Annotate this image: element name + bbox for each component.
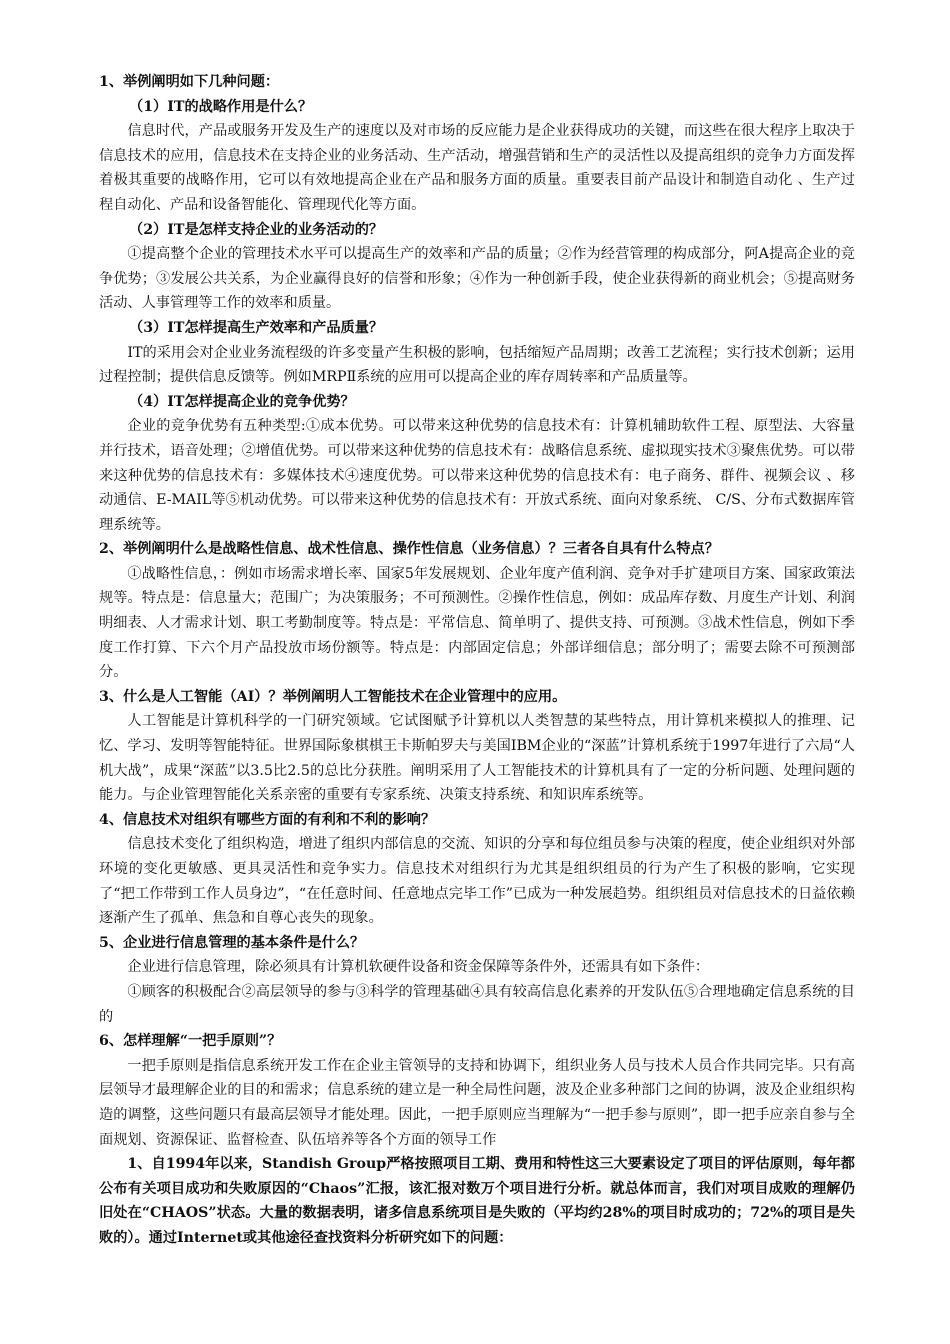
answer-paragraph: ①顾客的积极配合②高层领导的参与③科学的管理基础④具有较高信息化素养的开发队伍⑤合理地确定信息系统的目的 bbox=[99, 983, 855, 1025]
question-heading-3: 3、什么是人工智能（AI）？举例阐明人工智能技术在企业管理中的应用。 bbox=[99, 688, 567, 705]
question-heading-2: 2、举例阐明什么是战略性信息、战术性信息、操作性信息（业务信息）？三者各自具有什么特点？ bbox=[99, 541, 719, 558]
subquestion-heading-4: （4）IT怎样提高企业的竞争优势？ bbox=[129, 393, 355, 410]
question-heading-1: 1、举例阐明如下几种问题： bbox=[99, 74, 280, 90]
answer-paragraph: ①提高整个企业的管理技术水平可以提高生产的效率和产品的质量；②作为经营管理的构成部分，阿A提高企业的竞争优势；③发展公共关系，为企业赢得良好的信誉和形象；④作为一种创新手段，使企业获得新的商业机会；⑤提高财务活动、人事管理等工作的效率和质量。 bbox=[99, 246, 855, 312]
subquestion-heading-2: （2）IT是怎样支持企业的业务活动的？ bbox=[129, 221, 384, 238]
answer-paragraph: 人工智能是计算机科学的一门研究领域。它试图赋予计算机以人类智慧的某些特点，用计算机来模拟人的推理、记忆、学习、发明等智能特征。世界国际象棋棋王卡斯帕罗夫与美国IBM企业的“深蓝”计算机系统于1997年进行了六局“人机大战”，成果“深蓝”以3.5比2.5的总比分获胜。阐明采用了人工智能技术的计算机具有了一定的分析问题、处理问题的能力。与企业管理智能化关系亲密的重要有专家系统、决策支持系统、和知识库系统等。 bbox=[99, 713, 855, 804]
answer-paragraph: 信息技术变化了组织构造，增进了组织内部信息的交流、知识的分享和每位组员参与决策的程度，使企业组织对外部环境的变化更敏感、更具灵活性和竞争实力。信息技术对组织行为尤其是组织组员的行为产生了积极的影响，它实现了“把工作带到工作人员身边”，“在任意时间、任意地点完毕工作”已成为一种发展趋势。组织组员对信息技术的日益依赖逐渐产生了孤单、焦急和自尊心丧失的现象。 bbox=[99, 836, 855, 927]
answer-paragraph: 信息时代，产品或服务开发及生产的速度以及对市场的反应能力是企业获得成功的关键，而这些在很大程序上取决于信息技术的应用，信息技术在支持企业的业务活动、生产活动，增强营销和生产的灵活性以及提高组织的竞争力方面发挥着极其重要的战略作用，它可以有效地提高企业在产品和服务方面的质量。重要表目前产品设计和制造自动化 、生产过程自动化、产品和设备智能化、管理现代化等方面。 bbox=[99, 123, 855, 213]
answer-paragraph: ①战略性信息，：例如市场需求增长率、国家5年发展规划、企业年度产值利润、竞争对手扩建项目方案、国家政策法规等。特点是：信息量大；范围广；为决策服务；不可预测性。②操作性信息，例如：成品库存数、月度生产计划、利润明细表、人才需求计划、职工考勤制度等。特点是：平常信息、简单明了、提供支持、可预测。③战术性信息，例如下季度工作打算、下六个月产品投放市场份额等。特点是：内部固定信息；外部详细信息；部分明了；需要去除不可预测部分。 bbox=[99, 565, 855, 681]
answer-paragraph: IT的采用会对企业业务流程级的许多变量产生积极的影响，包括缩短产品周期；改善工艺流程；实行技术创新；运用过程控制；提供信息反馈等。例如MRPⅡ系统的应用可以提高企业的库存周转率和产品质量等。 bbox=[99, 344, 855, 386]
answer-paragraph: 企业的竞争优势有五种类型:①成本优势。可以带来这种优势的信息技术有：计算机辅助软件工程、原型法、大容量并行技术，语音处理；②增值优势。可以带来这种优势的信息技术有：战略信息系统、虚拟现实技术③聚焦优势。可以带来这种优势的信息技术有：多媒体技术④速度优势。可以带来这种优势的信息技术有：电子商务、群件、视频会议 、移动通信、E-MAIL等⑤机动优势。可以带来这种优势的信息技术有：开放式系统、面向对象系统、 C/S、分布式数据库管理系统等。 bbox=[99, 418, 855, 533]
question-heading-4: 4、信息技术对组织有哪些方面的有利和不利的影响？ bbox=[99, 811, 436, 828]
question-heading-5: 5、企业进行信息管理的基本条件是什么？ bbox=[99, 934, 365, 951]
answer-paragraph: 企业进行信息管理，除必须具有计算机软硬件设备和资金保障等条件外，还需具有如下条件： bbox=[127, 959, 710, 976]
subquestion-heading-3: （3）IT怎样提高生产效率和产品质量？ bbox=[129, 319, 384, 336]
document-page bbox=[99, 70, 855, 1251]
answer-paragraph: 一把手原则是指信息系统开发工作在企业主管领导的支持和协调下，组织业务人员与技术人员合作共同完毕。只有高层领导才最理解企业的目的和需求；信息系统的建立是一种全局性问题，波及企业多种部门之间的协调，波及企业组织构造的调整，这些问题只有最高层领导才能处理。因此，一把手原则应当理解为“一把手参与原则”，即一把手应亲自参与全面规划、资源保证、监督检查、队伍培养等各个方面的领导工作 bbox=[99, 1057, 855, 1148]
question-heading-6: 6、怎样理解“一把手原则”？ bbox=[99, 1033, 282, 1050]
case-question-paragraph: 1、自1994年以来，Standish Group严格按照项目工期、费用和特性这三大要素设定了项目的评估原则，每年都公布有关项目成功和失败原因的“Chaos”汇报，该汇报对数万个项目进行分析。就总体而言，我们对项目成败的理解仍旧处在“CHAOS”状态。大量的数据表明，诸多信息系统项目是失败的（平均约28%的项目时成功的；72%的项目是失败的）。通过Internet或其他途径查找资料分析研究如下的问题： bbox=[99, 1156, 855, 1246]
subquestion-heading-1: （1）IT的战略作用是什么？ bbox=[129, 98, 313, 115]
